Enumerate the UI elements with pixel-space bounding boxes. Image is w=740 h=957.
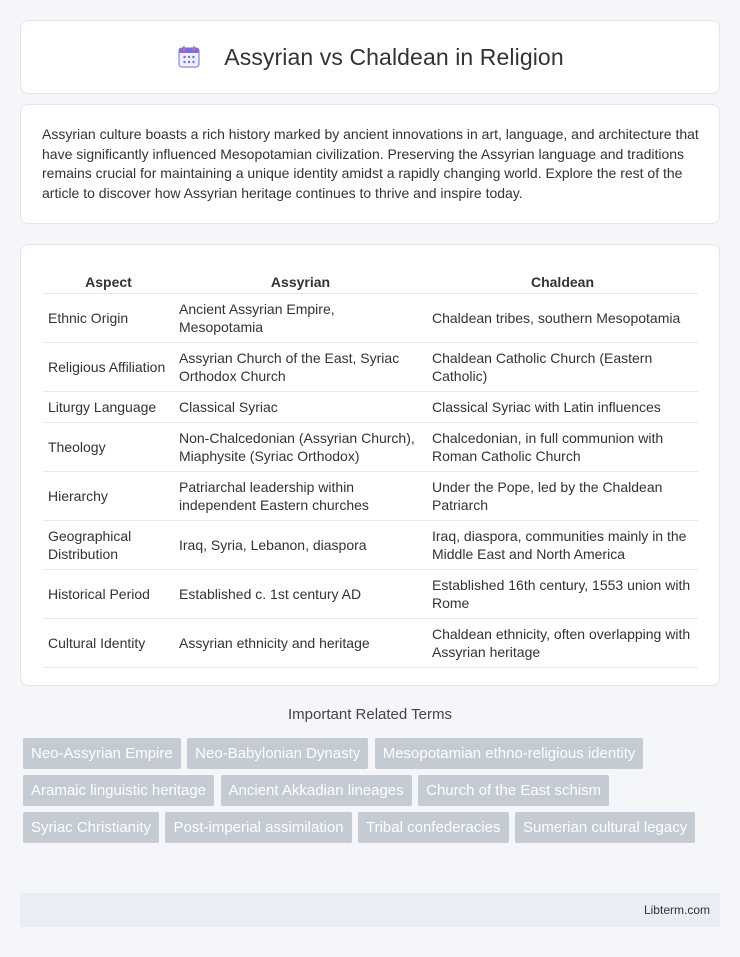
- cell-assyrian: Assyrian ethnicity and heritage: [174, 618, 427, 667]
- cell-aspect: Theology: [43, 422, 174, 471]
- footer-site-link[interactable]: Libterm.com: [643, 903, 710, 917]
- cell-chaldean: Chaldean Catholic Church (Eastern Catholic): [427, 342, 698, 391]
- cell-assyrian: Classical Syriac: [174, 391, 427, 422]
- title-card: [20, 20, 720, 94]
- cell-chaldean: Under the Pope, led by the Chaldean Patriarch: [427, 471, 698, 520]
- related-tag[interactable]: Neo-Assyrian Empire: [23, 738, 181, 769]
- calendar-icon: [176, 44, 202, 70]
- cell-chaldean: Iraq, diaspora, communities mainly in the Middle East and North America: [427, 520, 698, 569]
- related-tag[interactable]: Tribal confederacies: [358, 812, 509, 843]
- table-header-row: [43, 265, 698, 293]
- table-row: [43, 471, 698, 520]
- page-title: Assyrian vs Chaldean in Religion: [224, 43, 564, 70]
- header-aspect: Aspect: [43, 265, 174, 293]
- cell-aspect: Ethnic Origin: [43, 293, 174, 342]
- table-row: [43, 569, 698, 618]
- related-tag[interactable]: Sumerian cultural legacy: [515, 812, 695, 843]
- related-tag[interactable]: Post-imperial assimilation: [165, 812, 351, 843]
- cell-chaldean: Chaldean tribes, southern Mesopotamia: [427, 293, 698, 342]
- cell-aspect: Cultural Identity: [43, 618, 174, 667]
- cell-chaldean: Chaldean ethnicity, often overlapping with Assyrian heritage: [427, 618, 698, 667]
- related-terms-title: Important Related Terms: [288, 706, 452, 723]
- table-row: [43, 422, 698, 471]
- cell-assyrian: Non-Chalcedonian (Assyrian Church), Miaphysite (Syriac Orthodox): [174, 422, 427, 471]
- cell-aspect: Hierarchy: [43, 471, 174, 520]
- comparison-table: [43, 265, 698, 668]
- header-chaldean: Chaldean: [427, 265, 698, 293]
- table-row: [43, 342, 698, 391]
- related-tag[interactable]: Ancient Akkadian lineages: [221, 775, 412, 806]
- cell-aspect: Religious Affiliation: [43, 342, 174, 391]
- intro-card: [20, 104, 720, 224]
- cell-chaldean: Classical Syriac with Latin influences: [427, 391, 698, 422]
- related-tag[interactable]: Church of the East schism: [418, 775, 609, 806]
- cell-assyrian: Ancient Assyrian Empire, Mesopotamia: [174, 293, 427, 342]
- cell-aspect: Historical Period: [43, 569, 174, 618]
- related-tag[interactable]: Mesopotamian ethno-religious identity: [375, 738, 644, 769]
- cell-aspect: Liturgy Language: [43, 391, 174, 422]
- table-row: [43, 520, 698, 569]
- intro-paragraph: Assyrian culture boasts a rich history marked by ancient innovations in art, language, and architecture that have significantly influenced Mesopotamian civilization. Preserving the Assyrian language and traditions remains crucial for maintaining a unique identity amidst a rapidly changing world. Explore the rest of the article to discover how Assyrian heritage continues to thrive and inspire today.: [42, 126, 699, 201]
- header-assyrian: Assyrian: [174, 265, 427, 293]
- cell-chaldean: Chalcedonian, in full communion with Roman Catholic Church: [427, 422, 698, 471]
- cell-aspect: Geographical Distribution: [43, 520, 174, 569]
- cell-assyrian: Patriarchal leadership within independent Eastern churches: [174, 471, 427, 520]
- cell-assyrian: Assyrian Church of the East, Syriac Orthodox Church: [174, 342, 427, 391]
- related-tag[interactable]: Neo-Babylonian Dynasty: [187, 738, 368, 769]
- cell-chaldean: Established 16th century, 1553 union with Rome: [427, 569, 698, 618]
- table-row: [43, 618, 698, 667]
- related-tag[interactable]: Syriac Christianity: [23, 812, 159, 843]
- related-tags: [23, 738, 703, 849]
- table-row: [43, 391, 698, 422]
- comparison-card: [20, 244, 720, 686]
- cell-assyrian: Iraq, Syria, Lebanon, diaspora: [174, 520, 427, 569]
- cell-assyrian: Established c. 1st century AD: [174, 569, 427, 618]
- table-row: [43, 293, 698, 342]
- footer: [20, 893, 720, 927]
- related-tag[interactable]: Aramaic linguistic heritage: [23, 775, 214, 806]
